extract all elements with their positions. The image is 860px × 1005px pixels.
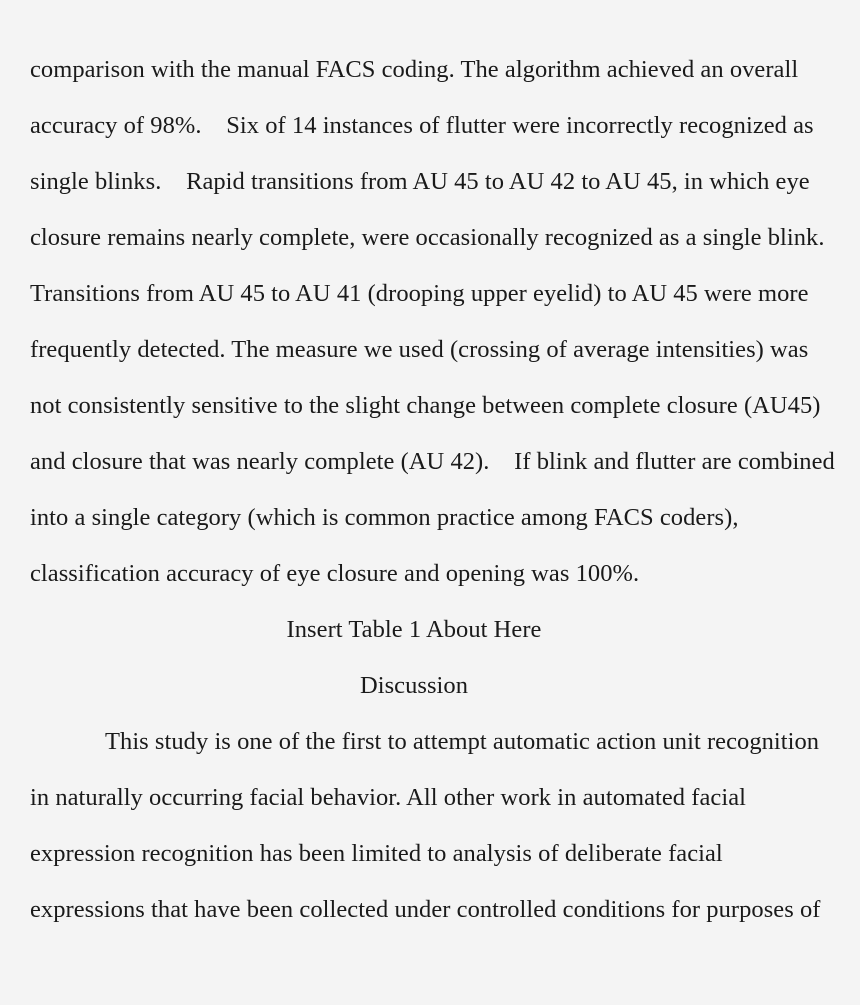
text-line: single blinks. Rapid transitions from AU 45 to AU 42 to AU 45, in which eye [30, 168, 810, 195]
paragraph-continuation [30, 42, 835, 602]
text-column [30, 42, 835, 938]
text-line: accuracy of 98%. Six of 14 instances of flutter were incorrectly recognized as [30, 112, 814, 139]
text-line: into a single category (which is common practice among FACS coders), [30, 504, 739, 531]
text-line: in naturally occurring facial behavior. All other work in automated facial [30, 784, 746, 811]
text-line: not consistently sensitive to the slight change between complete closure (AU45) [30, 392, 821, 419]
text-line: and closure that was nearly complete (AU 42). If blink and flutter are combined [30, 448, 835, 475]
table-callout: Insert Table 1 About Here [286, 616, 542, 643]
text-line: Transitions from AU 45 to AU 41 (drooping upper eyelid) to AU 45 were more [30, 280, 809, 307]
text-line: expressions that have been collected under controlled conditions for purposes of [30, 896, 821, 923]
text-line: comparison with the manual FACS coding. The algorithm achieved an overall [30, 56, 799, 83]
paragraph-discussion [30, 714, 820, 938]
text-line: closure remains nearly complete, were occasionally recognized as a single blink. [30, 224, 825, 251]
text-line: classification accuracy of eye closure and opening was 100%. [30, 560, 640, 587]
text-line: This study is one of the first to attempt automatic action unit recognition [105, 728, 820, 755]
section-heading-discussion: Discussion [359, 672, 469, 699]
text-line: expression recognition has been limited to analysis of deliberate facial [30, 840, 723, 867]
text-line: frequently detected. The measure we used (crossing of average intensities) was [30, 336, 809, 363]
